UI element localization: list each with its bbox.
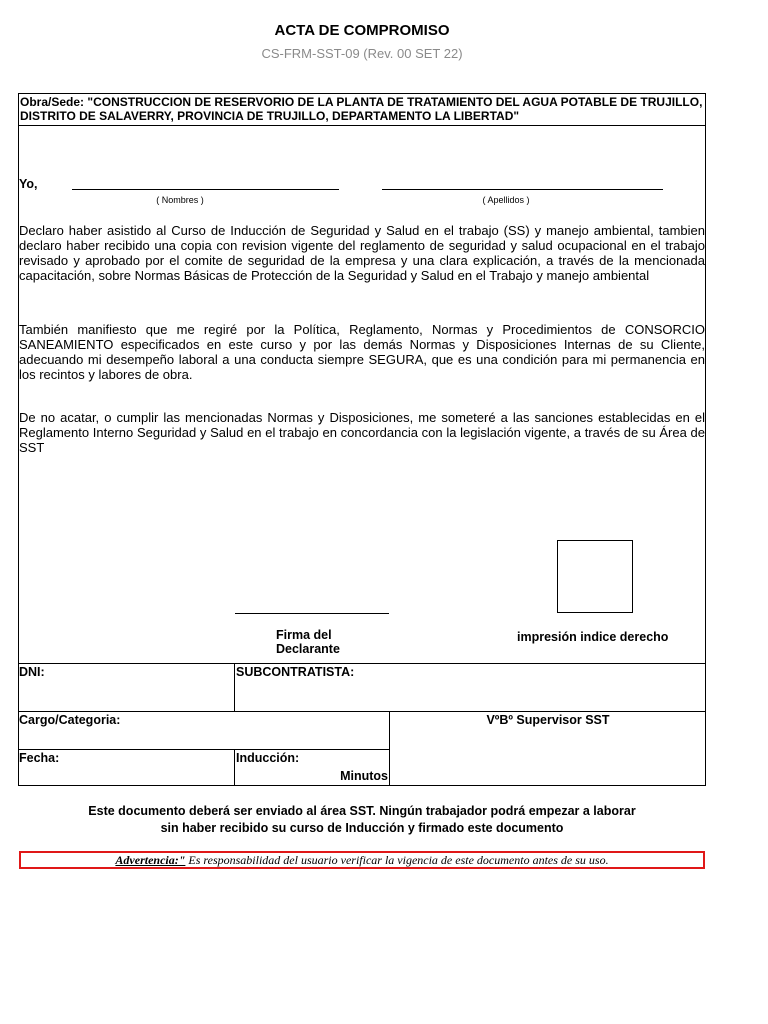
fecha-field[interactable]: Fecha:: [19, 751, 60, 765]
footer-line-1: Este documento deberá ser enviado al área SST. Ningún trabajador podrá empezar a laborar: [88, 804, 636, 818]
paragraph-sanctions: De no acatar, o cumplir las mencionadas Normas y Disposiciones, me someteré a las sanciones establecidas en el Reglamento Interno Seguridad y Salud en el trabajo en concordancia con la legislación vigente, a través de su Área de SST: [19, 410, 705, 455]
nombres-line[interactable]: [72, 189, 339, 190]
minutos-label: Minutos: [340, 769, 388, 783]
vobo-supervisor-field[interactable]: VºBº Supervisor SST: [486, 713, 610, 727]
table-divider: [18, 749, 389, 750]
subcontratista-field[interactable]: SUBCONTRATISTA:: [236, 665, 355, 679]
warning-label: Advertencia:": [115, 853, 186, 867]
table-divider: [234, 749, 235, 786]
table-divider: [18, 663, 706, 664]
paragraph-declaration: Declaro haber asistido al Curso de Inducción de Seguridad y Salud en el trabajo (SS) y manejo ambiental, tambien declaro haber recibido una copia con revision vigente del reglamento de seguridad y salud ocupacional en el trabajo revisado y aprobado por el comite de seguridad de la empresa y una clara explicación, a través de la mencionada capacitación, sobre Normas Básicas de Protección de la Seguridad y Salud en el Trabajo y manejo ambiental: [19, 223, 705, 283]
footer-line-2: sin haber recibido su curso de Inducción y firmado este documento: [160, 821, 564, 835]
signature-label: Firma del Declarante: [276, 628, 340, 656]
warning-banner: [19, 851, 705, 869]
signature-line[interactable]: [235, 613, 389, 614]
nombres-caption: ( Nombres ): [156, 195, 204, 205]
apellidos-caption: ( Apellidos ): [482, 195, 530, 205]
dni-field[interactable]: DNI:: [19, 665, 45, 679]
table-divider: [234, 663, 235, 711]
document-title: ACTA DE COMPROMISO: [274, 22, 450, 39]
obra-field: [18, 93, 706, 126]
fingerprint-label: impresión indice derecho: [517, 630, 669, 644]
obra-label: Obra/Sede:: [20, 95, 85, 109]
obra-value: "CONSTRUCCION DE RESERVORIO DE LA PLANTA DE TRATAMIENTO DEL AGUA POTABLE DE TRUJILLO, DISTRITO DE SALAVERRY, PROVINCIA DE TRUJILLO, DEPARTAMENTO LA LIBERTAD": [20, 95, 703, 123]
apellidos-line[interactable]: [382, 189, 663, 190]
fingerprint-box[interactable]: [557, 540, 633, 613]
yo-label: Yo,: [19, 177, 38, 191]
document-code: CS-FRM-SST-09 (Rev. 00 SET 22): [261, 46, 463, 61]
warning-text: Es responsabilidad del usuario verificar la vigencia de este documento antes de su uso.: [185, 853, 609, 867]
induccion-field[interactable]: Inducción:: [236, 751, 300, 765]
paragraph-commitment: También manifiesto que me regiré por la Política, Reglamento, Normas y Procedimientos de CONSORCIO SANEAMIENTO especificados en este curso y por las demás Normas y Disposiciones Internas de su Cliente, adecuando mi desempeño laboral a una conducta siempre SEGURA, que es una condición para mi permanencia en los recintos y labores de obra.: [19, 322, 705, 382]
table-divider: [18, 711, 706, 712]
cargo-field[interactable]: Cargo/Categoria:: [19, 713, 121, 727]
